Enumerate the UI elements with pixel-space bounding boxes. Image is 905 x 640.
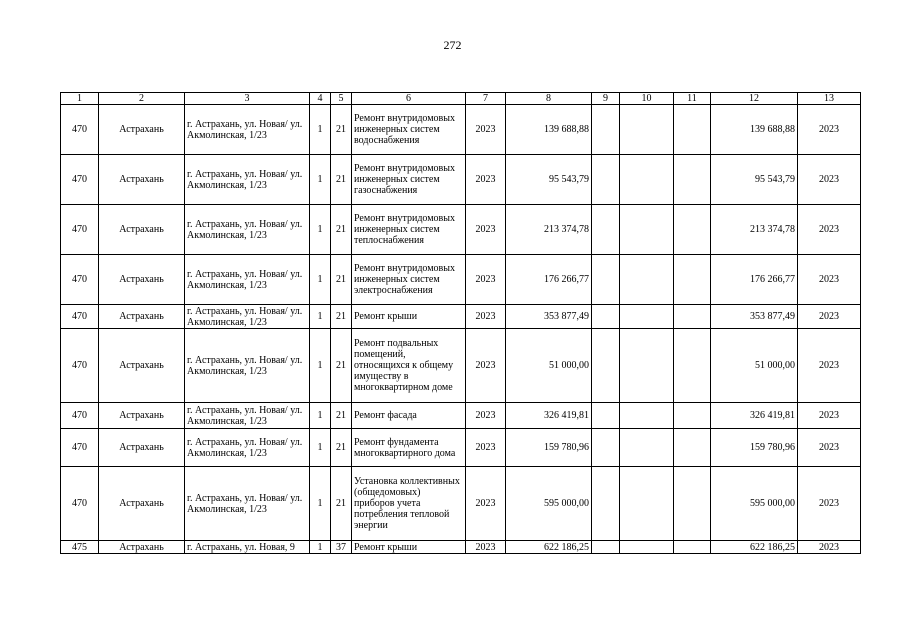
cost-cell: 176 266,77 xyxy=(506,255,592,305)
col9-cell xyxy=(592,205,620,255)
col4-cell: 1 xyxy=(310,155,331,205)
total-cell: 176 266,77 xyxy=(711,255,798,305)
year-from-cell: 2023 xyxy=(466,205,506,255)
row-number: 470 xyxy=(61,205,99,255)
year-to-cell: 2023 xyxy=(798,255,861,305)
column-header: 3 xyxy=(185,93,310,105)
cost-cell: 326 419,81 xyxy=(506,403,592,429)
total-cell: 595 000,00 xyxy=(711,467,798,541)
col10-cell xyxy=(620,467,674,541)
address-cell: г. Астрахань, ул. Новая/ ул. Акмолинская, 1/23 xyxy=(185,155,310,205)
col11-cell xyxy=(674,155,711,205)
city-cell: Астрахань xyxy=(99,105,185,155)
year-from-cell: 2023 xyxy=(466,467,506,541)
col5-cell: 21 xyxy=(331,305,352,329)
col4-cell: 1 xyxy=(310,467,331,541)
column-header: 11 xyxy=(674,93,711,105)
col5-cell: 21 xyxy=(331,403,352,429)
col10-cell xyxy=(620,329,674,403)
col10-cell xyxy=(620,155,674,205)
col5-cell: 37 xyxy=(331,541,352,554)
col9-cell xyxy=(592,255,620,305)
work-type-cell: Ремонт подвальных помещений, относящихся к общему имуществу в многоквартирном доме xyxy=(352,329,466,403)
table-row xyxy=(61,105,861,155)
row-number: 475 xyxy=(61,541,99,554)
year-from-cell: 2023 xyxy=(466,155,506,205)
row-number: 470 xyxy=(61,105,99,155)
year-to-cell: 2023 xyxy=(798,541,861,554)
column-header: 4 xyxy=(310,93,331,105)
capital-repair-table xyxy=(60,92,861,554)
city-cell: Астрахань xyxy=(99,467,185,541)
column-header: 6 xyxy=(352,93,466,105)
col4-cell: 1 xyxy=(310,429,331,467)
col10-cell xyxy=(620,541,674,554)
city-cell: Астрахань xyxy=(99,205,185,255)
address-cell: г. Астрахань, ул. Новая/ ул. Акмолинская, 1/23 xyxy=(185,329,310,403)
col9-cell xyxy=(592,105,620,155)
col10-cell xyxy=(620,403,674,429)
col10-cell xyxy=(620,205,674,255)
col11-cell xyxy=(674,541,711,554)
col5-cell: 21 xyxy=(331,105,352,155)
col11-cell xyxy=(674,255,711,305)
col5-cell: 21 xyxy=(331,467,352,541)
year-from-cell: 2023 xyxy=(466,403,506,429)
city-cell: Астрахань xyxy=(99,329,185,403)
col4-cell: 1 xyxy=(310,305,331,329)
table-row xyxy=(61,255,861,305)
work-type-cell: Ремонт крыши xyxy=(352,305,466,329)
table-row xyxy=(61,155,861,205)
row-number: 470 xyxy=(61,403,99,429)
total-cell: 622 186,25 xyxy=(711,541,798,554)
col9-cell xyxy=(592,429,620,467)
column-header: 1 xyxy=(61,93,99,105)
work-type-cell: Ремонт внутридомовых инженерных систем газоснабжения xyxy=(352,155,466,205)
year-to-cell: 2023 xyxy=(798,429,861,467)
col9-cell xyxy=(592,305,620,329)
col4-cell: 1 xyxy=(310,329,331,403)
total-cell: 213 374,78 xyxy=(711,205,798,255)
col4-cell: 1 xyxy=(310,205,331,255)
col11-cell xyxy=(674,403,711,429)
column-header: 7 xyxy=(466,93,506,105)
address-cell: г. Астрахань, ул. Новая/ ул. Акмолинская, 1/23 xyxy=(185,403,310,429)
row-number: 470 xyxy=(61,467,99,541)
col9-cell xyxy=(592,155,620,205)
row-number: 470 xyxy=(61,329,99,403)
col4-cell: 1 xyxy=(310,105,331,155)
work-type-cell: Ремонт внутридомовых инженерных систем водоснабжения xyxy=(352,105,466,155)
work-type-cell: Ремонт внутридомовых инженерных систем электроснабжения xyxy=(352,255,466,305)
total-cell: 353 877,49 xyxy=(711,305,798,329)
col9-cell xyxy=(592,329,620,403)
col11-cell xyxy=(674,105,711,155)
table-row xyxy=(61,541,861,554)
col5-cell: 21 xyxy=(331,329,352,403)
table-row xyxy=(61,205,861,255)
table-row xyxy=(61,467,861,541)
column-header: 2 xyxy=(99,93,185,105)
cost-cell: 622 186,25 xyxy=(506,541,592,554)
col11-cell xyxy=(674,205,711,255)
col10-cell xyxy=(620,429,674,467)
address-cell: г. Астрахань, ул. Новая/ ул. Акмолинская, 1/23 xyxy=(185,467,310,541)
year-from-cell: 2023 xyxy=(466,429,506,467)
col11-cell xyxy=(674,305,711,329)
total-cell: 139 688,88 xyxy=(711,105,798,155)
col10-cell xyxy=(620,255,674,305)
col10-cell xyxy=(620,105,674,155)
row-number: 470 xyxy=(61,255,99,305)
col4-cell: 1 xyxy=(310,255,331,305)
col4-cell: 1 xyxy=(310,541,331,554)
col5-cell: 21 xyxy=(331,155,352,205)
total-cell: 95 543,79 xyxy=(711,155,798,205)
address-cell: г. Астрахань, ул. Новая/ ул. Акмолинская, 1/23 xyxy=(185,255,310,305)
year-to-cell: 2023 xyxy=(798,305,861,329)
column-header: 5 xyxy=(331,93,352,105)
row-number: 470 xyxy=(61,305,99,329)
cost-cell: 95 543,79 xyxy=(506,155,592,205)
table-row xyxy=(61,403,861,429)
cost-cell: 353 877,49 xyxy=(506,305,592,329)
city-cell: Астрахань xyxy=(99,429,185,467)
work-type-cell: Ремонт фасада xyxy=(352,403,466,429)
city-cell: Астрахань xyxy=(99,155,185,205)
col9-cell xyxy=(592,403,620,429)
cost-cell: 159 780,96 xyxy=(506,429,592,467)
cost-cell: 595 000,00 xyxy=(506,467,592,541)
address-cell: г. Астрахань, ул. Новая/ ул. Акмолинская, 1/23 xyxy=(185,305,310,329)
total-cell: 326 419,81 xyxy=(711,403,798,429)
col5-cell: 21 xyxy=(331,429,352,467)
page-number: 272 xyxy=(443,38,462,52)
city-cell: Астрахань xyxy=(99,403,185,429)
year-from-cell: 2023 xyxy=(466,255,506,305)
col4-cell: 1 xyxy=(310,403,331,429)
address-cell: г. Астрахань, ул. Новая/ ул. Акмолинская, 1/23 xyxy=(185,205,310,255)
table-row xyxy=(61,305,861,329)
year-to-cell: 2023 xyxy=(798,155,861,205)
address-cell: г. Астрахань, ул. Новая/ ул. Акмолинская, 1/23 xyxy=(185,105,310,155)
col11-cell xyxy=(674,467,711,541)
column-number-row xyxy=(61,93,861,105)
cost-cell: 51 000,00 xyxy=(506,329,592,403)
column-header: 13 xyxy=(798,93,861,105)
col9-cell xyxy=(592,467,620,541)
col10-cell xyxy=(620,305,674,329)
year-to-cell: 2023 xyxy=(798,329,861,403)
address-cell: г. Астрахань, ул. Новая, 9 xyxy=(185,541,310,554)
table-row xyxy=(61,329,861,403)
year-to-cell: 2023 xyxy=(798,105,861,155)
table-row xyxy=(61,429,861,467)
work-type-cell: Ремонт фундамента многоквартирного дома xyxy=(352,429,466,467)
year-from-cell: 2023 xyxy=(466,105,506,155)
city-cell: Астрахань xyxy=(99,541,185,554)
col11-cell xyxy=(674,429,711,467)
cost-cell: 213 374,78 xyxy=(506,205,592,255)
work-type-cell: Ремонт внутридомовых инженерных систем теплоснабжения xyxy=(352,205,466,255)
total-cell: 159 780,96 xyxy=(711,429,798,467)
column-header: 12 xyxy=(711,93,798,105)
cost-cell: 139 688,88 xyxy=(506,105,592,155)
col11-cell xyxy=(674,329,711,403)
total-cell: 51 000,00 xyxy=(711,329,798,403)
year-from-cell: 2023 xyxy=(466,329,506,403)
address-cell: г. Астрахань, ул. Новая/ ул. Акмолинская, 1/23 xyxy=(185,429,310,467)
column-header: 8 xyxy=(506,93,592,105)
city-cell: Астрахань xyxy=(99,305,185,329)
year-from-cell: 2023 xyxy=(466,541,506,554)
work-type-cell: Установка коллективных (общедомовых) приборов учета потребления тепловой энергии xyxy=(352,467,466,541)
work-type-cell: Ремонт крыши xyxy=(352,541,466,554)
row-number: 470 xyxy=(61,155,99,205)
col9-cell xyxy=(592,541,620,554)
column-header: 9 xyxy=(592,93,620,105)
column-header: 10 xyxy=(620,93,674,105)
year-to-cell: 2023 xyxy=(798,403,861,429)
col5-cell: 21 xyxy=(331,205,352,255)
year-from-cell: 2023 xyxy=(466,305,506,329)
city-cell: Астрахань xyxy=(99,255,185,305)
col5-cell: 21 xyxy=(331,255,352,305)
row-number: 470 xyxy=(61,429,99,467)
year-to-cell: 2023 xyxy=(798,467,861,541)
year-to-cell: 2023 xyxy=(798,205,861,255)
